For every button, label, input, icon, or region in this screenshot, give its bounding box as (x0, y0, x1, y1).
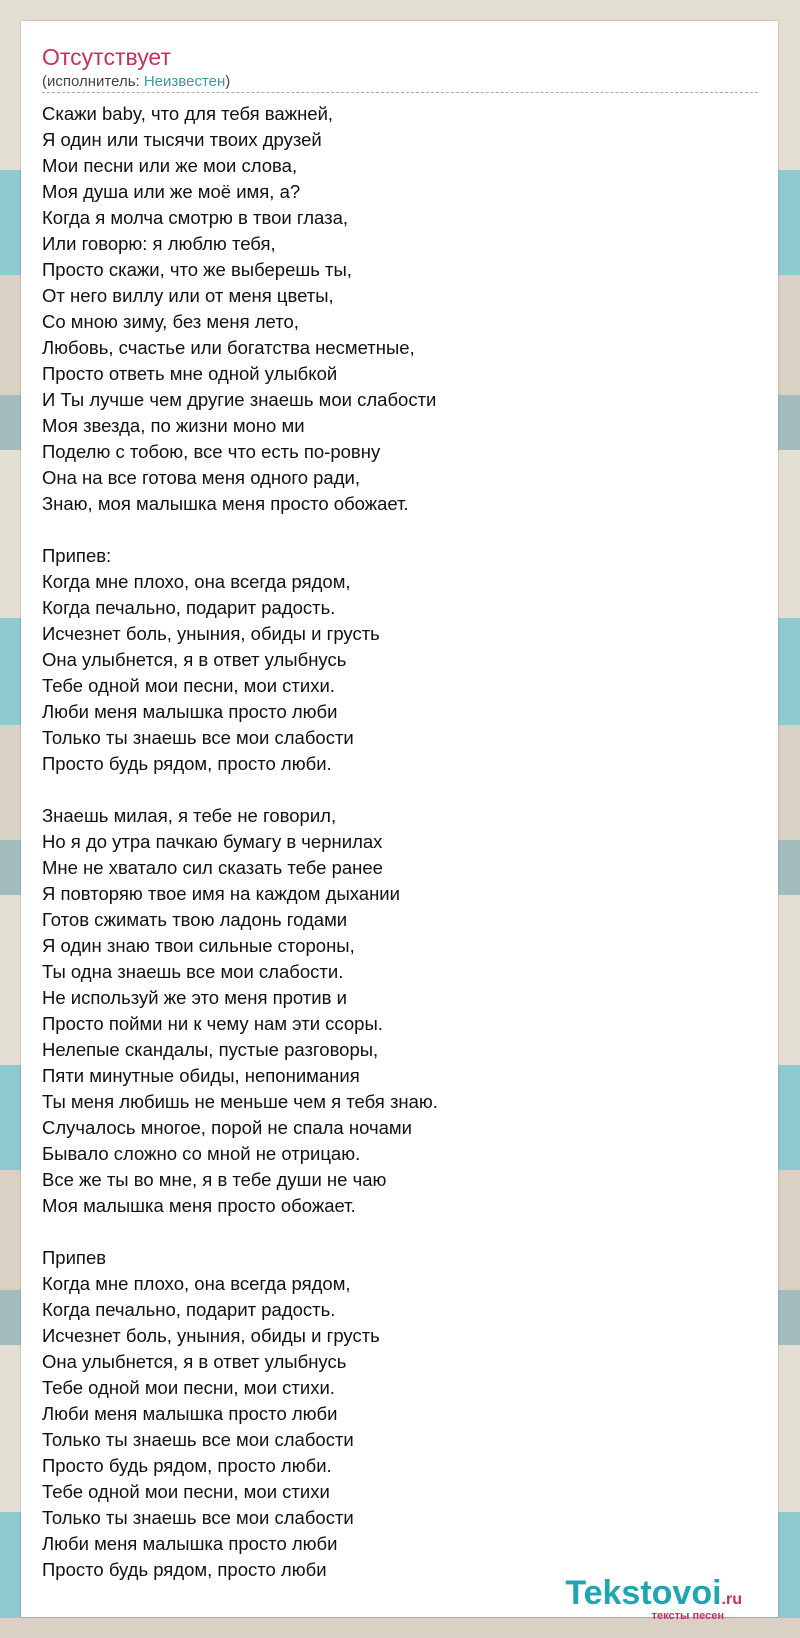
logo-main-text: Tekstovoi (565, 1574, 722, 1612)
lyric-line: Нелепые скандалы, пустые разговоры, (42, 1039, 379, 1060)
lyric-line: Просто будь рядом, просто люби (42, 1559, 327, 1580)
lyric-line: Любовь, счастье или богатства несметные, (42, 337, 415, 358)
lyric-line: Бывало сложно со мной не отрицаю. (42, 1143, 361, 1164)
lyric-line: Ты одна знаешь все мои слабости. (42, 961, 344, 982)
lyric-line: И Ты лучше чем другие знаешь мои слабости (42, 389, 437, 410)
lyric-line: Тебе одной мои песни, мои стихи (42, 1481, 330, 1502)
lyric-line: Все же ты во мне, я в тебе души не чаю (42, 1169, 387, 1190)
artist-link[interactable]: Неизвестен (143, 73, 226, 90)
artist-suffix: ) (225, 73, 231, 90)
stanza-break (42, 777, 762, 803)
lyric-line: Просто будь рядом, просто люби. (42, 753, 332, 774)
lyric-line: Она на все готова меня одного ради, (42, 467, 360, 488)
lyric-line: Когда мне плохо, она всегда рядом, (42, 1273, 351, 1294)
lyric-line: Просто ответь мне одной улыбкой (42, 363, 338, 384)
stanza-break (42, 517, 762, 543)
lyric-line: Знаю, моя малышка меня просто обожает. (42, 493, 409, 514)
artist-line (42, 72, 230, 92)
lyric-line: Не используй же это меня против и (42, 987, 347, 1008)
lyric-line: Или говорю: я люблю тебя, (42, 233, 276, 254)
header-divider (42, 92, 758, 93)
lyric-line: Случалось многое, порой не спала ночами (42, 1117, 412, 1138)
lyric-line: Я один или тысячи твоих друзей (42, 129, 322, 150)
lyric-line: Я один знаю твои сильные стороны, (42, 935, 355, 956)
artist-prefix: (исполнитель: (42, 73, 144, 90)
lyric-line: Скажи baby, что для тебя важней, (42, 103, 334, 124)
lyric-line: Просто пойми ни к чему нам эти ссоры. (42, 1013, 383, 1034)
lyric-line: Моя звезда, по жизни моно ми (42, 415, 305, 436)
lyric-line: Когда печально, подарит радость. (42, 597, 336, 618)
lyric-line: Когда мне плохо, она всегда рядом, (42, 571, 351, 592)
lyric-line: Когда печально, подарит радость. (42, 1299, 336, 1320)
lyric-line: Исчезнет боль, уныния, обиды и грусть (42, 1325, 380, 1346)
lyric-line: Только ты знаешь все мои слабости (42, 1429, 354, 1450)
lyric-line: Только ты знаешь все мои слабости (42, 727, 354, 748)
lyric-line: Просто скажи, что же выберешь ты, (42, 259, 352, 280)
logo-tagline: тексты песен (651, 1610, 724, 1622)
lyric-line: Поделю с тобою, все что есть по-ровну (42, 441, 381, 462)
lyric-line: Пяти минутные обиды, непонимания (42, 1065, 360, 1086)
lyric-line: Ты меня любишь не меньше чем я тебя знаю. (42, 1091, 438, 1112)
lyric-line: Со мною зиму, без меня лето, (42, 311, 299, 332)
lyric-line: Просто будь рядом, просто люби. (42, 1455, 332, 1476)
lyric-line: Но я до утра пачкаю бумагу в чернилах (42, 831, 383, 852)
lyric-line: Моя душа или же моё имя, а? (42, 181, 301, 202)
lyric-line: Я повторяю твое имя на каждом дыхании (42, 883, 400, 904)
lyric-line: Тебе одной мои песни, мои стихи. (42, 675, 335, 696)
stanza-break (42, 1219, 762, 1245)
lyric-line: Мои песни или же мои слова, (42, 155, 298, 176)
lyric-line: Моя малышка меня просто обожает. (42, 1195, 356, 1216)
lyric-line: Только ты знаешь все мои слабости (42, 1507, 354, 1528)
lyric-line: Припев: (42, 545, 112, 566)
site-logo[interactable] (565, 1574, 742, 1622)
lyric-line: Когда я молча смотрю в твои глаза, (42, 207, 348, 228)
lyric-line: Мне не хватало сил сказать тебе ранее (42, 857, 383, 878)
lyric-line: Тебе одной мои песни, мои стихи. (42, 1377, 335, 1398)
lyric-line: Люби меня малышка просто люби (42, 701, 338, 722)
lyric-line: Люби меня малышка просто люби (42, 1403, 338, 1424)
song-title: Отсутствует (42, 44, 171, 70)
lyric-line: Люби меня малышка просто люби (42, 1533, 338, 1554)
lyric-line: Она улыбнется, я в ответ улыбнусь (42, 1351, 347, 1372)
lyric-line: Она улыбнется, я в ответ улыбнусь (42, 649, 347, 670)
lyric-line: От него виллу или от меня цветы, (42, 285, 334, 306)
lyric-line: Припев (42, 1247, 107, 1268)
lyric-line: Готов сжимать твою ладонь годами (42, 909, 348, 930)
logo-tld: .ru (721, 1591, 742, 1608)
lyrics-card (21, 21, 778, 1622)
lyric-line: Знаешь милая, я тебе не говорил, (42, 805, 337, 826)
lyric-line: Исчезнет боль, уныния, обиды и грусть (42, 623, 380, 644)
lyrics-text (42, 101, 762, 1583)
